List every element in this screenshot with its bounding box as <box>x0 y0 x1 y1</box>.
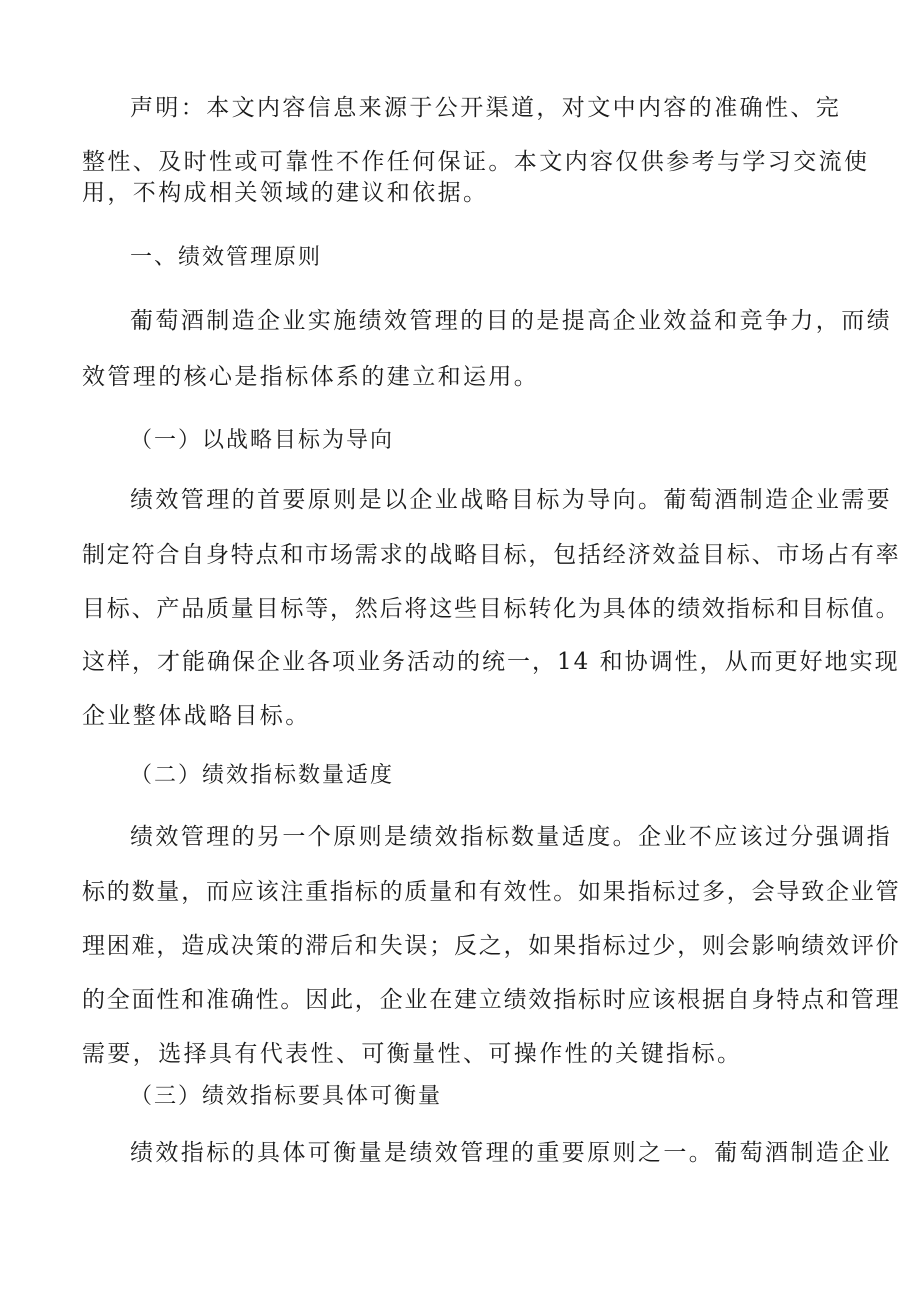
text-line: 绩效管理的首要原则是以企业战略目标为导向。葡萄酒制造企业需要 <box>130 487 892 513</box>
text-line: 这样，才能确保企业各项业务活动的统一，14 和协调性，从而更好地实现 <box>82 649 900 675</box>
subsection-title-1: （一）以战略目标为导向 <box>130 428 395 453</box>
section-title: 一、绩效管理原则 <box>130 245 323 270</box>
text-line: 标的数量，而应该注重指标的质量和有效性。如果指标过多，会导致企业管 <box>82 879 901 905</box>
text-line: 整性、及时性或可靠性不作任何保证。本文内容仅供参考与学习交流使 <box>82 149 870 175</box>
text-line: 绩效指标的具体可衡量是绩效管理的重要原则之一。葡萄酒制造企业 <box>130 1140 892 1166</box>
text-line: 的全面性和准确性。因此，企业在建立绩效指标时应该根据自身特点和管理 <box>82 987 901 1013</box>
text-line: 目标、产品质量目标等，然后将这些目标转化为具体的绩效指标和目标值。 <box>82 596 901 622</box>
text-line: 制定符合自身特点和市场需求的战略目标，包括经济效益目标、市场占有率 <box>82 542 901 568</box>
text-line: 企业整体战略目标。 <box>82 703 311 729</box>
text-line: 绩效管理的另一个原则是绩效指标数量适度。企业不应该过分强调指 <box>130 824 892 850</box>
subsection-title-2: （二）绩效指标数量适度 <box>130 763 395 788</box>
text-line: 需要，选择具有代表性、可衡量性、可操作性的关键指标。 <box>82 1041 743 1067</box>
text-line: 声明：本文内容信息来源于公开渠道，对文中内容的准确性、完 <box>130 95 842 121</box>
subsection-title-3: （三）绩效指标要具体可衡量 <box>130 1084 443 1109</box>
text-line: 葡萄酒制造企业实施绩效管理的目的是提高企业效益和竞争力，而绩 <box>130 308 892 334</box>
text-line: 用，不构成相关领域的建议和依据。 <box>82 180 489 206</box>
text-line: 效管理的核心是指标体系的建立和运用。 <box>82 364 540 390</box>
text-line: 理困难，造成决策的滞后和失误；反之，如果指标过少，则会影响绩效评价 <box>82 933 901 959</box>
